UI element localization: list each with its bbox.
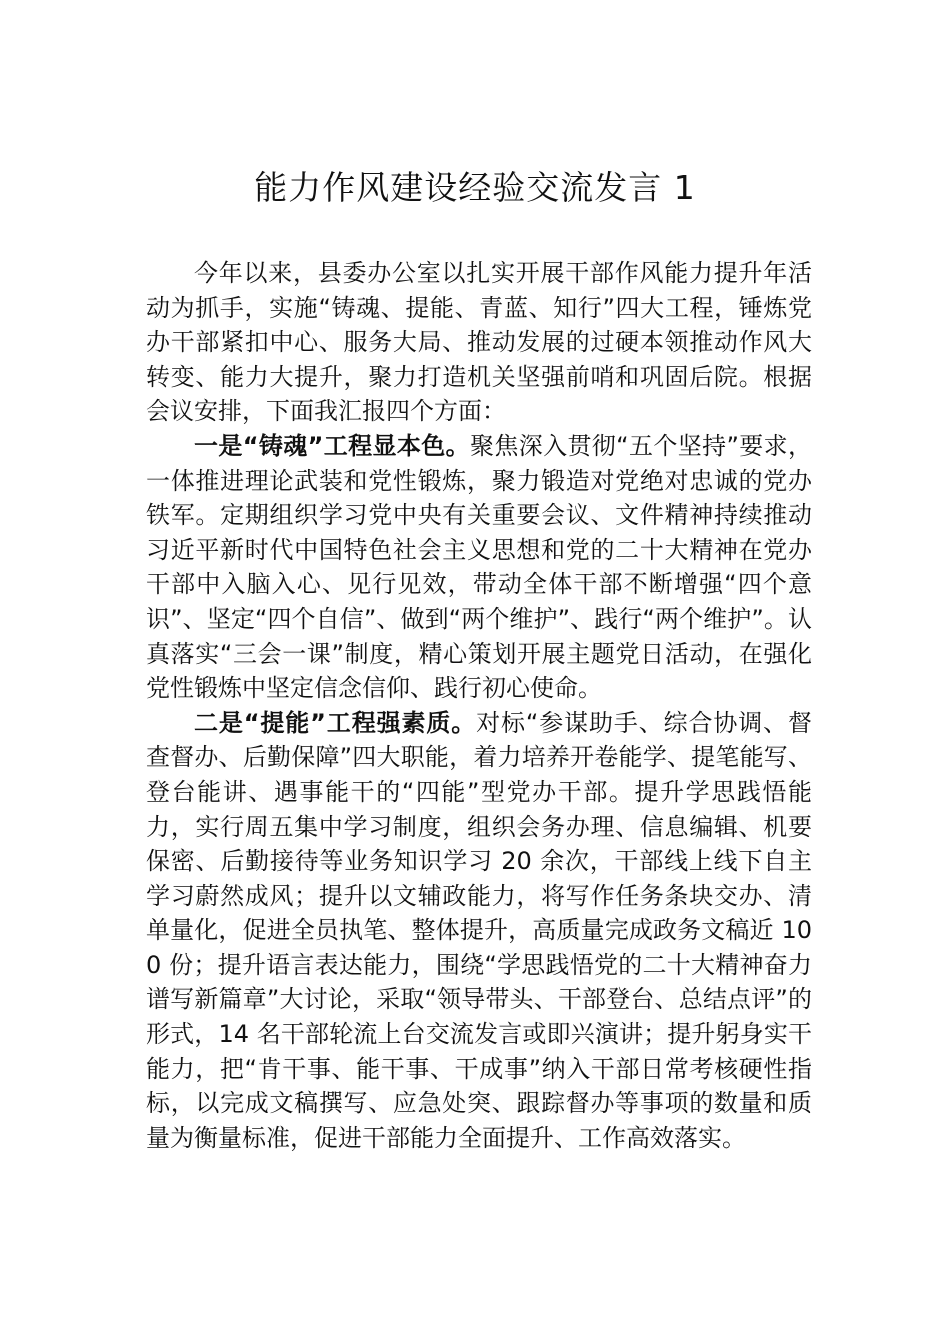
document-body (146, 256, 812, 1155)
paragraph-text: 今年以来，县委办公室以扎实开展干部作风能力提升年活动为抓手，实施“铸魂、提能、青蓝、知行”四大工程，锤炼党办干部紧扣中心、服务大局、推动发展的过硬本领推动作风大转变、能力大提升，聚力打造机关坚强前哨和巩固后院。根据会议安排，下面我汇报四个方面： (146, 259, 812, 426)
paragraph-text: 对标“参谋助手、综合协调、督查督办、后勤保障”四大职能，着力培养开卷能学、提笔能写、登台能讲、遇事能干的“四能”型党办干部。提升学思践悟能力，实行周五集中学习制度，组织会务办理、信息编辑、机要保密、后勤接待等业务知识学习 20 余次，干部线上线下自主学习蔚然成风；提升以文辅政能力，将写作任务条块交办、清单量化，促进全员执笔、整体提升，高质量完成政务文稿近 100 份；提升语言表达能力，围绕“学思践悟党的二十大精神奋力谱写新篇章”大讨论，采取“领导带头、干部登台、总结点评”的形式，14 名干部轮流上台交流发言或即兴演讲；提升躬身实干能力，把“肯干事、能干事、干成事”纳入干部日常考核硬性指标，以完成文稿撰写、应急处突、跟踪督办等事项的数量和质量为衡量标准，促进干部能力全面提升、工作高效落实。 (146, 708, 813, 1152)
paragraph-lead: 二是“提能”工程强素质。 (194, 708, 477, 737)
document-title: 能力作风建设经验交流发言 1 (254, 168, 696, 207)
paragraph-lead: 一是“铸魂”工程显本色。 (194, 431, 470, 460)
paragraph-ability-project (146, 706, 812, 1156)
paragraph-intro (146, 256, 812, 429)
paragraph-text: 聚焦深入贯彻“五个坚持”要求，一体推进理论武装和党性锻炼，聚力锻造对党绝对忠诚的党办铁军。定期组织学习党中央有关重要会议、文件精神持续推动习近平新时代中国特色社会主义思想和党的二十大精神在党办干部中入脑入心、见行见效，带动全体干部不断增强“四个意识”、坚定“四个自信”、做到“两个维护”、践行“两个维护”。认真落实“三会一课”制度，精心策划开展主题党日活动，在强化党性锻炼中坚定信念信仰、践行初心使命。 (146, 431, 812, 703)
paragraph-soul-project (146, 429, 812, 706)
